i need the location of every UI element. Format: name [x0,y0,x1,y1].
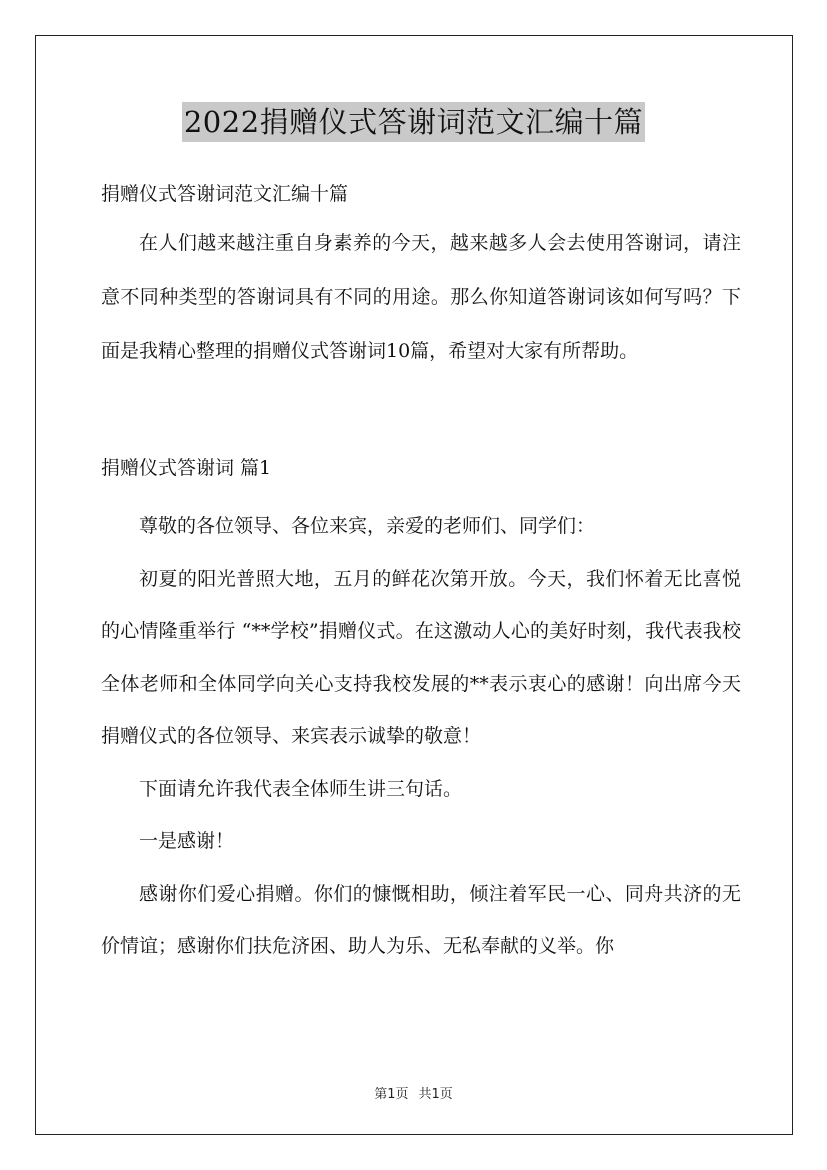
section-spacer [101,378,741,448]
page-number: 第1页 [374,1087,409,1102]
salutation-paragraph: 尊敬的各位领导、各位来宾，亲爱的老师们、同学们： [139,515,596,537]
body-paragraph: 初夏的阳光普照大地，五月的鲜花次第开放。今天，我们怀着无比喜悦的心情隆重举行 “**学校”捐赠仪式。在这激动人心的美好时刻，我代表我校全体老师和全体同学向关心支持我校发展的**表示衷心的感谢！向出席今天捐赠仪式的各位领导、来宾表示诚挚的敬意！ [101,567,741,747]
body-paragraph: 一是感谢！ [139,830,235,852]
page-footer [0,1083,827,1102]
body-paragraph: 感谢你们爱心捐赠。你们的慷慨相助，倾注着军民一心、同舟共济的无价情谊；感谢你们扶危济困、助人为乐、无私奉献的义举。你 [101,882,741,957]
document-body [101,172,741,973]
body-paragraph: 下面请允许我代表全体师生讲三句话。 [139,777,463,800]
page-total: 共1页 [418,1087,453,1102]
section-heading: 捐赠仪式答谢词 篇1 [101,457,272,479]
title-container [0,102,827,142]
document-subtitle: 捐赠仪式答谢词范文汇编十篇 [101,183,349,205]
document-title: 2022捐赠仪式答谢词范文汇编十篇 [182,102,645,142]
intro-paragraph: 在人们越来越注重自身素养的今天，越来越多人会去使用答谢词，请注意不同种类型的答谢词具有不同的用途。那么你知道答谢词该如何写吗？下面是我精心整理的捐赠仪式答谢词10篇，希望对大家有所帮助。 [101,232,741,362]
